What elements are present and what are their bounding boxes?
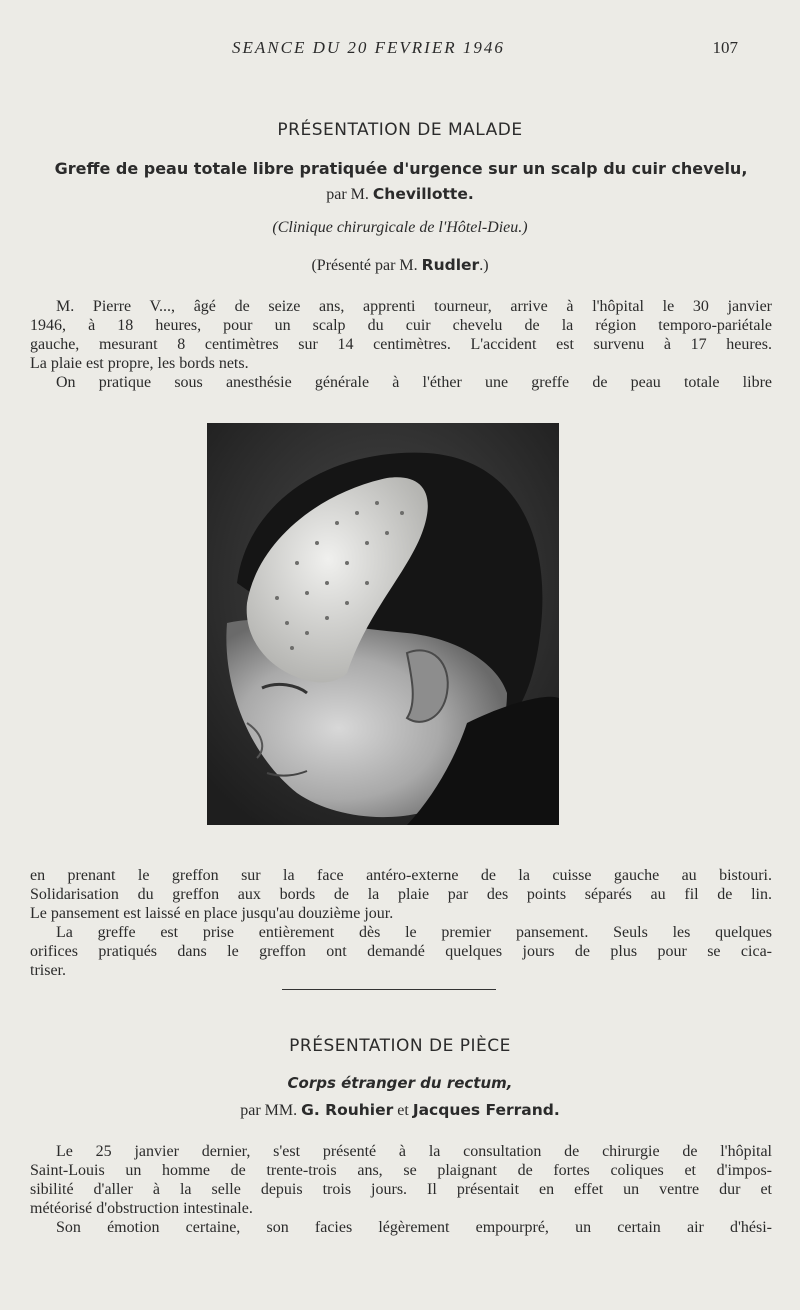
paragraph-line: orifices pratiqués dans le greffon ont demandé quelques jours de plus pour se cica- <box>30 943 772 960</box>
byline-chevillotte <box>0 185 800 204</box>
author-name: Chevillotte. <box>372 185 474 203</box>
paragraph-line: Solidarisation du greffon aux bords de la plaie par des points séparés au fil de lin. <box>30 886 772 903</box>
clinic-line: (Clinique chirurgicale de l'Hôtel-Dieu.) <box>272 219 528 236</box>
running-title: SEANCE DU 20 FEVRIER 1946 <box>232 38 505 57</box>
paragraph-line: gauche, mesurant 8 centimètres sur 14 centimètres. L'accident est survenu à 17 heures. <box>30 336 772 353</box>
article-title-corps: Corps étranger du rectum, <box>287 1074 513 1092</box>
running-head <box>0 38 800 60</box>
paragraph-line: La greffe est prise entièrement dès le premier pansement. Seuls les quelques <box>56 924 772 941</box>
paragraph-line: Son émotion certaine, son facies légèrement empourpré, un certain air d'hési- <box>56 1219 772 1236</box>
patient-photograph <box>207 423 559 825</box>
article-title-greffe: Greffe de peau totale libre pratiquée d'urgence sur un scalp du cuir chevelu, <box>54 159 748 178</box>
byline-rouhier-ferrand <box>0 1101 800 1120</box>
byline-prefix: par M. <box>326 186 369 203</box>
paragraph-line: Le pansement est laissé en place jusqu'au douzième jour. <box>30 905 394 922</box>
paragraph-line: La plaie est propre, les bords nets. <box>30 355 249 372</box>
section-heading-malade: PRÉSENTATION DE MALADE <box>277 120 523 140</box>
patient-photograph-drawing <box>207 423 559 825</box>
section-heading-piece: PRÉSENTATION DE PIÈCE <box>289 1036 511 1056</box>
paragraph-line: M. Pierre V..., âgé de seize ans, apprenti tourneur, arrive à l'hôpital le 30 janvier <box>56 298 772 315</box>
presented-prefix: (Présenté par M. <box>311 257 418 274</box>
presented-by-line <box>0 256 800 275</box>
paragraph-line: triser. <box>30 962 66 979</box>
section-divider <box>282 989 496 990</box>
page-number: 107 <box>712 38 738 57</box>
author-name: G. Rouhier <box>301 1101 394 1119</box>
paragraph-line: en prenant le greffon sur la face antéro-externe de la cuisse gauche au bistouri. <box>30 867 772 884</box>
paragraph-line: Saint-Louis un homme de trente-trois ans, se plaignant de fortes coliques et d'impos- <box>30 1162 772 1179</box>
presenter-name: Rudler <box>421 256 480 274</box>
paragraph-line: 1946, à 18 heures, pour un scalp du cuir chevelu de la région temporo-pariétale <box>30 317 772 334</box>
paragraph-line: météorisé d'obstruction intestinale. <box>30 1200 253 1217</box>
author-name: Jacques Ferrand. <box>412 1101 560 1119</box>
paragraph-line: On pratique sous anesthésie générale à l'éther une greffe de peau totale libre <box>56 374 772 391</box>
presented-suffix: .) <box>479 257 489 274</box>
paragraph-line: sibilité d'aller à la selle depuis trois jours. Il présentait en effet un ventre dur et <box>30 1181 772 1198</box>
byline-conjunction: et <box>397 1102 409 1119</box>
paragraph-line: Le 25 janvier dernier, s'est présenté à la consultation de chirurgie de l'hôpital <box>56 1143 772 1160</box>
byline-prefix: par MM. <box>240 1102 298 1119</box>
